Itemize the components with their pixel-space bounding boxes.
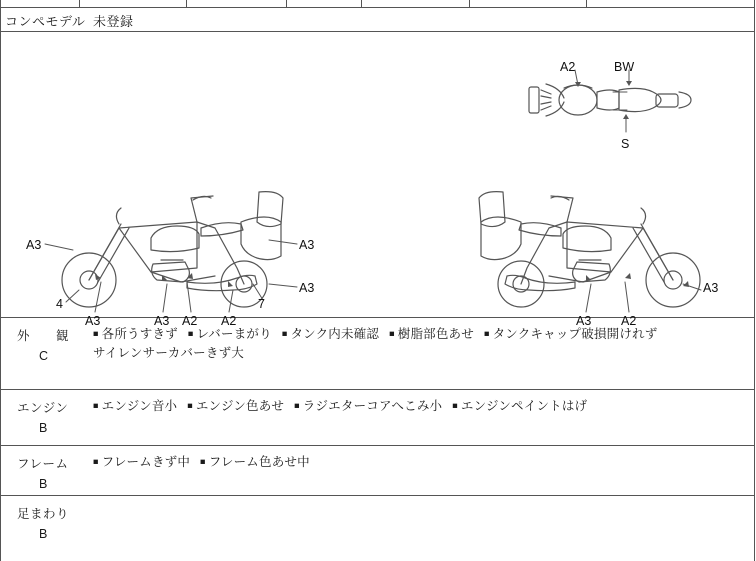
note-item: ■ エンジンペイントはげ [452,399,588,413]
diagram-label-a3-left-rear-lower: A3 [299,281,315,295]
top-separator-row [1,0,754,8]
diagram-label-4: 4 [56,297,63,311]
note-item: ■ タンク内未確認 [281,327,380,341]
diagram-label-a2-top: A2 [560,60,576,74]
exterior-grade: C [39,349,49,363]
condition-row-engine [1,390,754,446]
bullet-icon: ■ [452,400,458,411]
condition-row-exterior [1,318,754,390]
diagram-label-a2-right-engine: A2 [621,314,637,328]
diagram-svg [1,32,756,318]
frame-label: フレーム [17,457,69,471]
diagram-label-s: S [621,137,630,151]
bullet-icon: ■ [187,400,193,411]
note-item: ■ エンジン音小 [93,399,178,413]
exterior-category [1,318,93,363]
engine-category [1,390,93,435]
frame-notes [93,453,748,472]
note-item: ■ フレーム色あせ中 [200,455,310,469]
engine-label: エンジン [17,401,69,415]
bullet-icon: ■ [389,328,395,339]
motorcycle-damage-diagram [1,32,754,328]
diagram-label-a3-right-engine: A3 [576,314,592,328]
condition-row-suspension [1,496,754,561]
engine-notes [93,397,748,416]
compe-model-row [1,8,754,32]
bullet-icon: ■ [483,328,490,339]
compe-model-value: 未登録 [93,14,134,29]
bullet-icon: ■ [294,400,300,411]
exterior-label: 外 観 [17,329,70,343]
diagram-label-a2-left-exhaust: A2 [221,314,237,328]
diagram-label-a3-left-engine: A3 [154,314,170,328]
note-item: ■ レバーまがり [187,327,272,341]
note-item: ■ エンジン色あせ [187,399,285,413]
diagram-label-7: 7 [258,297,265,311]
compe-model-label: コンペモデル [5,14,86,29]
suspension-label: 足まわり [17,507,70,521]
suspension-category [1,496,93,541]
note-item: ■ フレームきず中 [93,455,191,469]
note-item: ■ タンクキャップ破損開けれず [483,327,658,341]
diagram-label-a3-left-rear-upper: A3 [299,238,315,252]
bullet-icon: ■ [281,328,288,339]
diagram-label-a3-right-wheel: A3 [703,281,719,295]
condition-row-frame [1,446,754,496]
diagram-label-bw: BW [614,60,635,74]
diagram-label-a2-left-engine: A2 [182,314,198,328]
bullet-icon: ■ [200,456,206,467]
engine-grade: B [39,421,48,435]
bullet-icon: ■ [93,328,99,339]
diagram-label-a3-left-front: A3 [26,238,42,252]
note-item: サイレンサーカバーきず大 [93,346,244,361]
bullet-icon: ■ [93,456,99,467]
bullet-icon: ■ [93,400,99,411]
note-item: ■ ラジエターコアへこみ小 [294,399,443,413]
frame-grade: B [39,477,48,491]
suspension-grade: B [39,527,48,541]
bullet-icon: ■ [187,328,194,339]
note-item: ■ 各所うすきず [93,327,178,341]
diagram-label-a3-left-wheel: A3 [85,314,101,328]
frame-category [1,446,93,491]
exterior-notes [93,325,748,364]
note-item: ■ 樹脂部色あせ [389,327,474,341]
